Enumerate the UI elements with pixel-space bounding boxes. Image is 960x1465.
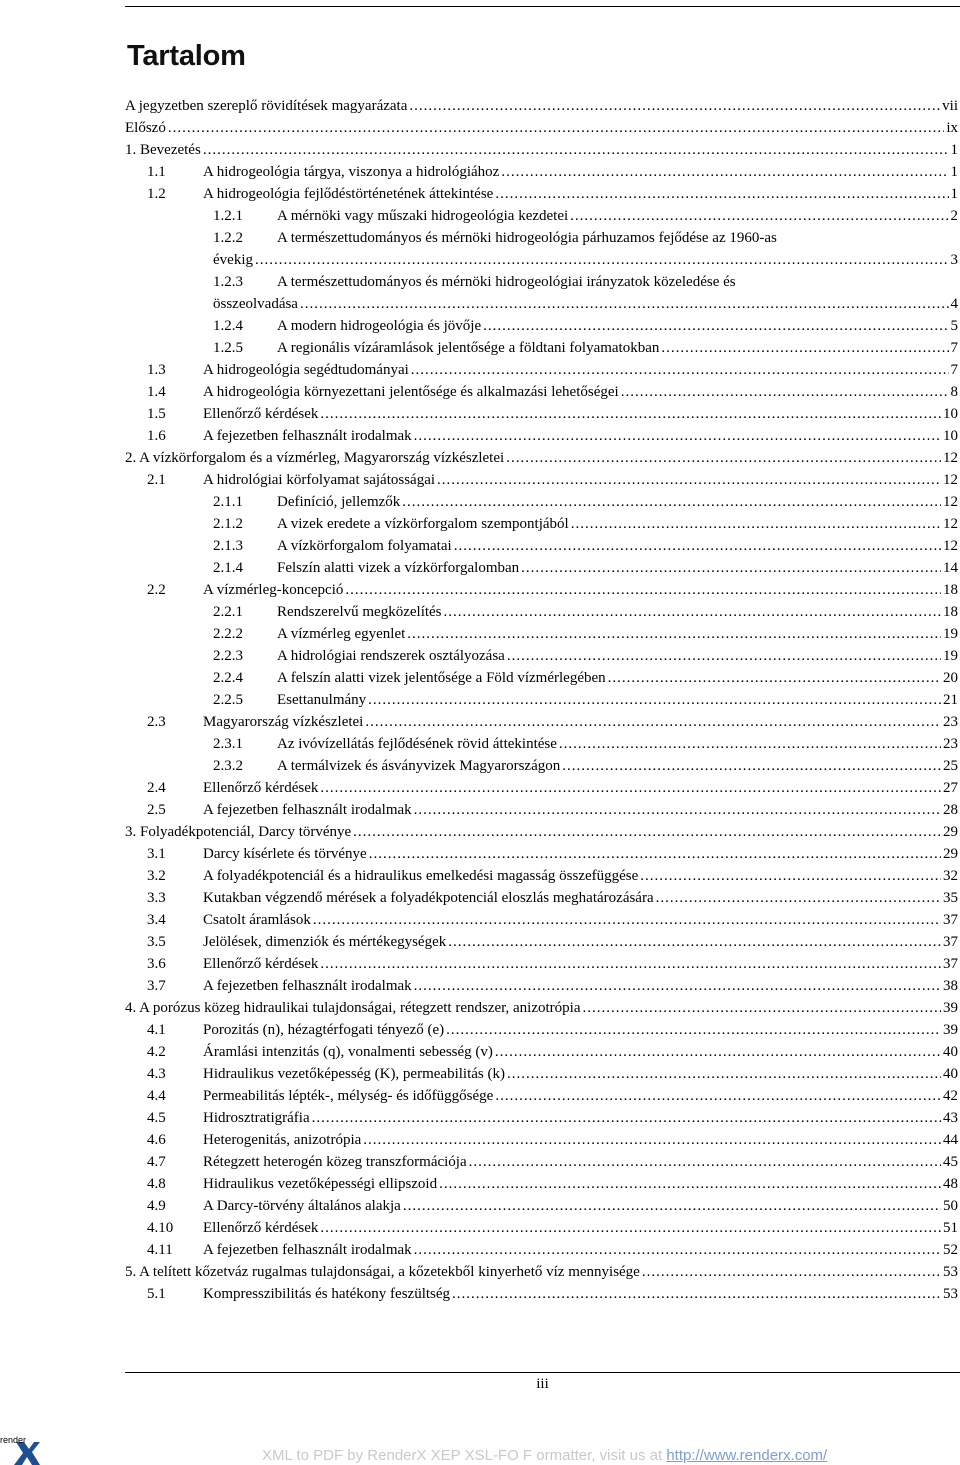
toc-entry[interactable] <box>125 447 958 469</box>
toc-page-number: 12 <box>943 538 958 554</box>
toc-entry[interactable] <box>125 579 958 601</box>
toc-entry[interactable] <box>125 645 958 667</box>
watermark-text: XML to PDF by RenderX XEP XSL-FO F ormatter, visit us at <box>262 1447 663 1464</box>
toc-entry-title: A hidrogeológia környezettani jelentősége és alkalmazási lehetőségei <box>203 384 619 400</box>
toc-entry[interactable] <box>125 909 958 931</box>
toc-page-number: 37 <box>943 912 958 928</box>
toc-entry-title: A fejezetben felhasznált irodalmak <box>203 428 412 444</box>
toc-entry-title: Heterogenitás, anizotrópia <box>203 1132 362 1148</box>
toc-entry-title: Ellenőrző kérdések <box>203 956 319 972</box>
toc-entry[interactable] <box>125 1085 958 1107</box>
toc-entry-number: 2.2 <box>147 582 166 598</box>
toc-leader-dots <box>521 557 941 579</box>
toc-entry-number: 4.7 <box>147 1154 166 1170</box>
toc-entry-number: 4.3 <box>147 1066 166 1082</box>
toc-entry-number: 2.3.2 <box>213 758 243 774</box>
toc-page-number: 37 <box>943 934 958 950</box>
toc-leader-dots <box>203 139 949 161</box>
toc-page-number: 12 <box>943 472 958 488</box>
toc-page-number: 43 <box>943 1110 958 1126</box>
toc-entry-number: 4.8 <box>147 1176 166 1192</box>
page-number: iii <box>536 1376 549 1392</box>
toc-leader-dots <box>640 865 941 887</box>
page-title: Tartalom <box>127 40 246 72</box>
toc-entry-title: Hidrosztratigráfia <box>203 1110 310 1126</box>
toc-entry[interactable] <box>125 689 958 711</box>
toc-entry-title: Ellenőrző kérdések <box>203 1220 319 1236</box>
toc-entry-title: Hidraulikus vezetőképességi ellipszoid <box>203 1176 438 1192</box>
toc-entry[interactable] <box>125 623 958 645</box>
toc-page-number: 1 <box>950 142 958 158</box>
toc-leader-dots <box>345 579 941 601</box>
toc-entry[interactable] <box>125 513 958 535</box>
toc-entry[interactable] <box>125 1129 958 1151</box>
toc-entry[interactable] <box>125 381 958 403</box>
toc-leader-dots <box>562 755 941 777</box>
toc-leader-dots <box>559 733 941 755</box>
toc-entry-title: Definíció, jellemzők <box>277 494 401 510</box>
toc-leader-dots <box>437 469 941 491</box>
toc-entry-title: A hidrogeológia segédtudományai <box>203 362 409 378</box>
toc-entry-number: 3.6 <box>147 956 166 972</box>
toc-leader-dots <box>661 337 948 359</box>
toc-entry[interactable] <box>125 755 958 777</box>
toc-leader-dots <box>454 535 941 557</box>
toc-leader-dots <box>313 909 941 931</box>
toc-entry-number: 4.1 <box>147 1022 166 1038</box>
toc-entry[interactable] <box>125 1261 958 1283</box>
toc-entry-number: 3.1 <box>147 846 166 862</box>
toc-leader-dots <box>320 403 941 425</box>
toc-page-number: 2 <box>950 208 958 224</box>
toc-page-number: 44 <box>943 1132 958 1148</box>
toc-entry-number: 1.6 <box>147 428 166 444</box>
toc-entry[interactable] <box>125 359 958 381</box>
toc-page-number: 51 <box>943 1220 958 1236</box>
toc-entry-title: A hidrogeológia tárgya, viszonya a hidrológiához <box>203 164 500 180</box>
toc-entry-title: A természettudományos és mérnöki hidrogeológia párhuzamos fejődése az 1960-as <box>277 230 777 246</box>
toc-leader-dots <box>320 1217 941 1239</box>
toc-entry-number: 1.5 <box>147 406 166 422</box>
bottom-rule <box>125 1372 960 1373</box>
toc-entry[interactable] <box>125 1195 958 1217</box>
toc-entry-number: 2.1.1 <box>213 494 243 510</box>
toc-entry-number: 2.2.4 <box>213 670 243 686</box>
toc-page-number: 29 <box>943 824 958 840</box>
toc-entry-number: 1.1 <box>147 164 166 180</box>
toc-entry[interactable] <box>125 799 958 821</box>
toc-entry-title: A természettudományos és mérnöki hidrogeológiai irányzatok közeledése és <box>277 274 736 290</box>
toc-entry-title: Rendszerelvű megközelítés <box>277 604 442 620</box>
toc-page-number: 7 <box>950 362 958 378</box>
toc-entry-number: 2.2.2 <box>213 626 243 642</box>
toc-entry[interactable] <box>125 711 958 733</box>
toc-entry-number: 4.11 <box>147 1242 173 1258</box>
toc-page-number: vii <box>942 98 958 114</box>
toc-entry-title: A felszín alatti vizek jelentősége a Föld vízmérlegében <box>277 670 606 686</box>
toc-entry[interactable] <box>125 95 958 117</box>
toc-leader-dots <box>403 1195 941 1217</box>
toc-entry-number: 2.2.3 <box>213 648 243 664</box>
toc-leader-dots <box>446 1019 941 1041</box>
toc-entry-title: Felszín alatti vizek a vízkörforgalomban <box>277 560 520 576</box>
toc-entry-title-continued: évekig <box>213 252 253 268</box>
toc-leader-dots <box>411 359 949 381</box>
toc-entry-number: 2.2.5 <box>213 692 243 708</box>
toc-page-number: 25 <box>943 758 958 774</box>
toc-entry-number: 2.1.4 <box>213 560 243 576</box>
toc-leader-dots <box>402 491 941 513</box>
toc-entry[interactable] <box>125 733 958 755</box>
toc-entry-number: 3.5 <box>147 934 166 950</box>
toc-leader-dots <box>365 711 941 733</box>
toc-entry-title: Csatolt áramlások <box>203 912 311 928</box>
toc-page-number: 1 <box>950 186 958 202</box>
watermark-link[interactable]: http://www.renderx.com/ <box>666 1447 828 1464</box>
toc-entry-title: A fejezetben felhasznált irodalmak <box>203 978 412 994</box>
toc-page-number: 38 <box>943 978 958 994</box>
toc-page-number: 53 <box>943 1264 958 1280</box>
toc-leader-dots <box>495 1041 941 1063</box>
toc-page-number: ix <box>946 120 958 136</box>
toc-leader-dots <box>255 249 949 271</box>
toc-leader-dots <box>608 667 941 689</box>
toc-leader-dots <box>320 953 941 975</box>
toc-leader-dots <box>407 623 941 645</box>
toc-page-number: 12 <box>943 450 958 466</box>
toc-entry[interactable] <box>125 887 958 909</box>
toc-entry[interactable] <box>125 535 958 557</box>
toc-page-number: 12 <box>943 494 958 510</box>
toc-entry-number: 2.3 <box>147 714 166 730</box>
toc-entry[interactable] <box>125 821 958 843</box>
toc-entry-number: 1.2.4 <box>213 318 243 334</box>
toc-page-number: 23 <box>943 714 958 730</box>
toc-entry-number: 3.2 <box>147 868 166 884</box>
toc-entry-title: A jegyzetben szereplő rövidítések magyarázata <box>125 98 408 114</box>
toc-page-number: 52 <box>943 1242 958 1258</box>
toc-entry[interactable] <box>125 865 958 887</box>
toc-entry-title: 2. A vízkörforgalom és a vízmérleg, Magyarország vízkészletei <box>125 450 505 466</box>
toc-entry-number: 5.1 <box>147 1286 166 1302</box>
toc-leader-dots <box>469 1151 941 1173</box>
toc-entry[interactable] <box>125 1019 958 1041</box>
toc-entry-title: Permeabilitás lépték-, mélység- és időfüggősége <box>203 1088 494 1104</box>
toc-entry[interactable] <box>125 491 958 513</box>
toc-entry-number: 2.2.1 <box>213 604 243 620</box>
toc-entry-number: 4.4 <box>147 1088 166 1104</box>
toc-entry-line[interactable] <box>125 271 958 293</box>
toc-page-number: 18 <box>943 604 958 620</box>
toc-page-number: 27 <box>943 780 958 796</box>
toc-entry-number: 1.2.2 <box>213 230 243 246</box>
toc-page-number: 14 <box>943 560 958 576</box>
toc-entry[interactable] <box>125 205 958 227</box>
toc-entry-title: A vízmérleg egyenlet <box>277 626 406 642</box>
toc-entry[interactable] <box>125 293 958 315</box>
toc-entry-title: 3. Folyadékpotenciál, Darcy törvénye <box>125 824 352 840</box>
toc-entry-title: A vízkörforgalom folyamatai <box>277 538 452 554</box>
toc-entry[interactable] <box>125 843 958 865</box>
toc-page-number: 37 <box>943 956 958 972</box>
toc-entry[interactable] <box>125 183 958 205</box>
toc-entry[interactable] <box>125 1151 958 1173</box>
toc-leader-dots <box>300 293 949 315</box>
toc-entry[interactable] <box>125 425 958 447</box>
toc-entry[interactable] <box>125 1107 958 1129</box>
toc-leader-dots <box>483 315 948 337</box>
toc-page-number: 4 <box>950 296 958 312</box>
toc-entry-title: Darcy kísérlete és törvénye <box>203 846 367 862</box>
toc-page-number: 40 <box>943 1044 958 1060</box>
toc-entry-number: 3.4 <box>147 912 166 928</box>
toc-page-number: 48 <box>943 1176 958 1192</box>
toc-leader-dots <box>583 997 942 1019</box>
toc-entry[interactable] <box>125 139 958 161</box>
toc-entry-title: A modern hidrogeológia és jövője <box>277 318 482 334</box>
toc-leader-dots <box>363 1129 941 1151</box>
toc-entry-title: A mérnöki vagy műszaki hidrogeológia kezdetei <box>277 208 569 224</box>
toc-leader-dots <box>414 425 941 447</box>
toc-entry-number: 3.3 <box>147 890 166 906</box>
toc-entry[interactable] <box>125 953 958 975</box>
toc-entry-number: 1.2.1 <box>213 208 243 224</box>
toc-page-number: 18 <box>943 582 958 598</box>
toc-page-number: 19 <box>943 626 958 642</box>
toc-entry[interactable] <box>125 469 958 491</box>
toc-leader-dots <box>414 799 941 821</box>
toc-entry[interactable] <box>125 931 958 953</box>
toc-entry-title: A folyadékpotenciál és a hidraulikus emelkedési magasság összefüggése <box>203 868 639 884</box>
toc-entry-title: Hidraulikus vezetőképesség (K), permeabilitás (k) <box>203 1066 505 1082</box>
toc-leader-dots <box>507 1063 941 1085</box>
toc-entry[interactable] <box>125 117 958 139</box>
toc-entry[interactable] <box>125 337 958 359</box>
toc-entry-title: Rétegzett heterogén közeg transzformációja <box>203 1154 467 1170</box>
toc-entry-title: A hidrogeológia fejlődéstörténetének áttekintése <box>203 186 494 202</box>
toc-entry-title: Magyarország vízkészletei <box>203 714 364 730</box>
toc-entry[interactable] <box>125 975 958 997</box>
toc-leader-dots <box>495 1085 941 1107</box>
toc-entry-number: 1.3 <box>147 362 166 378</box>
toc-leader-dots <box>168 117 945 139</box>
toc-page-number: 10 <box>943 406 958 422</box>
toc-entry-title: A hidrológiai körfolyamat sajátosságai <box>203 472 436 488</box>
toc-page-number: 7 <box>950 340 958 356</box>
toc-entry-title: 1. Bevezetés <box>125 142 201 158</box>
toc-leader-dots <box>506 447 941 469</box>
toc-page-number: 32 <box>943 868 958 884</box>
toc-entry[interactable] <box>125 1173 958 1195</box>
toc-entry[interactable] <box>125 557 958 579</box>
toc-entry-title: Előszó <box>125 120 166 136</box>
toc-entry-line[interactable] <box>125 227 958 249</box>
toc-entry[interactable] <box>125 1283 958 1305</box>
toc-entry-title: Ellenőrző kérdések <box>203 780 319 796</box>
toc-entry-number: 4.5 <box>147 1110 166 1126</box>
toc-leader-dots <box>452 1283 941 1305</box>
toc-entry-title: A fejezetben felhasznált irodalmak <box>203 802 412 818</box>
toc-leader-dots <box>414 1239 941 1261</box>
toc-page-number: 10 <box>943 428 958 444</box>
toc-entry-number: 2.3.1 <box>213 736 243 752</box>
toc-entry-title: A regionális vízáramlások jelentősége a földtani folyamatokban <box>277 340 660 356</box>
toc-page-number: 1 <box>950 164 958 180</box>
toc-entry-title: Jelölések, dimenziók és mértékegységek <box>203 934 447 950</box>
toc-leader-dots <box>495 183 948 205</box>
toc-entry-title: Ellenőrző kérdések <box>203 406 319 422</box>
toc-leader-dots <box>656 887 941 909</box>
toc-leader-dots <box>414 975 941 997</box>
toc-entry[interactable] <box>125 1239 958 1261</box>
toc-page-number: 21 <box>943 692 958 708</box>
toc-entry[interactable] <box>125 1217 958 1239</box>
toc-leader-dots <box>501 161 948 183</box>
toc-entry[interactable] <box>125 777 958 799</box>
toc-leader-dots <box>448 931 941 953</box>
toc-entry-number: 2.1.3 <box>213 538 243 554</box>
toc-entry-number: 3.7 <box>147 978 166 994</box>
toc-entry-number: 2.5 <box>147 802 166 818</box>
toc-leader-dots <box>368 689 941 711</box>
toc-entry[interactable] <box>125 667 958 689</box>
toc-page-number: 35 <box>943 890 958 906</box>
toc-entry-number: 1.2.3 <box>213 274 243 290</box>
top-rule <box>125 6 960 7</box>
toc-entry-title: A vízmérleg-koncepció <box>203 582 344 598</box>
toc-leader-dots <box>312 1107 941 1129</box>
toc-entry[interactable] <box>125 315 958 337</box>
toc-leader-dots <box>571 513 941 535</box>
toc-page-number: 23 <box>943 736 958 752</box>
toc-entry-number: 2.1 <box>147 472 166 488</box>
toc-entry[interactable] <box>125 1041 958 1063</box>
toc-page-number: 8 <box>950 384 958 400</box>
toc-entry-number: 4.9 <box>147 1198 166 1214</box>
svg-text:render: render <box>0 1435 27 1445</box>
toc-leader-dots <box>642 1261 941 1283</box>
table-of-contents <box>125 95 958 1305</box>
toc-leader-dots <box>369 843 941 865</box>
toc-entry-title: A fejezetben felhasznált irodalmak <box>203 1242 412 1258</box>
toc-entry-number: 1.2 <box>147 186 166 202</box>
toc-page-number: 42 <box>943 1088 958 1104</box>
toc-entry-title-continued: összeolvadása <box>213 296 298 312</box>
toc-entry-title: Kompresszibilitás és hatékony feszültség <box>203 1286 451 1302</box>
toc-entry-number: 4.6 <box>147 1132 166 1148</box>
toc-page-number: 3 <box>950 252 958 268</box>
toc-entry-number: 1.2.5 <box>213 340 243 356</box>
toc-page-number: 40 <box>943 1066 958 1082</box>
toc-page-number: 5 <box>950 318 958 334</box>
toc-page-number: 28 <box>943 802 958 818</box>
toc-page-number: 50 <box>943 1198 958 1214</box>
toc-entry-number: 2.4 <box>147 780 166 796</box>
toc-leader-dots <box>444 601 941 623</box>
toc-entry-title: Áramlási intenzitás (q), vonalmenti sebesség (v) <box>203 1044 493 1060</box>
toc-page-number: 29 <box>943 846 958 862</box>
toc-page-number: 45 <box>943 1154 958 1170</box>
toc-entry[interactable] <box>125 161 958 183</box>
toc-page-number: 19 <box>943 648 958 664</box>
toc-entry-number: 1.4 <box>147 384 166 400</box>
toc-entry[interactable] <box>125 1063 958 1085</box>
toc-entry-number: 4.2 <box>147 1044 166 1060</box>
toc-leader-dots <box>507 645 941 667</box>
watermark <box>262 1447 827 1464</box>
toc-entry-title: 4. A porózus közeg hidraulikai tulajdonságai, rétegzett rendszer, anizotrópia <box>125 1000 581 1016</box>
toc-leader-dots <box>320 777 941 799</box>
toc-entry-title: Az ivóvízellátás fejlődésének rövid áttekintése <box>277 736 557 752</box>
toc-entry-title: Esettanulmány <box>277 692 367 708</box>
renderx-logo-icon <box>0 1432 40 1465</box>
toc-entry[interactable] <box>125 403 958 425</box>
toc-entry-title: Kutakban végzendő mérések a folyadékpotenciál eloszlás meghatározására <box>203 890 654 906</box>
toc-leader-dots <box>570 205 948 227</box>
toc-leader-dots <box>353 821 941 843</box>
toc-entry[interactable] <box>125 601 958 623</box>
toc-page-number: 20 <box>943 670 958 686</box>
toc-page-number: 53 <box>943 1286 958 1302</box>
toc-entry-title: Porozitás (n), hézagtérfogati tényező (e) <box>203 1022 445 1038</box>
toc-page-number: 12 <box>943 516 958 532</box>
toc-entry[interactable] <box>125 249 958 271</box>
toc-entry-title: 5. A telített kőzetváz rugalmas tulajdonságai, a kőzetekből kinyerhető víz mennyisége <box>125 1264 640 1280</box>
toc-entry-number: 2.1.2 <box>213 516 243 532</box>
toc-leader-dots <box>439 1173 941 1195</box>
toc-page-number: 39 <box>943 1022 958 1038</box>
toc-entry-title: A Darcy-törvény általános alakja <box>203 1198 401 1214</box>
toc-leader-dots <box>621 381 949 403</box>
toc-entry-title: A hidrológiai rendszerek osztályozása <box>277 648 505 664</box>
toc-leader-dots <box>409 95 940 117</box>
toc-entry-title: A termálvizek és ásványvizek Magyarországon <box>277 758 561 774</box>
toc-entry-title: A vizek eredete a vízkörforgalom szempontjából <box>277 516 569 532</box>
toc-page-number: 39 <box>943 1000 958 1016</box>
toc-entry[interactable] <box>125 997 958 1019</box>
toc-entry-number: 4.10 <box>147 1220 174 1236</box>
